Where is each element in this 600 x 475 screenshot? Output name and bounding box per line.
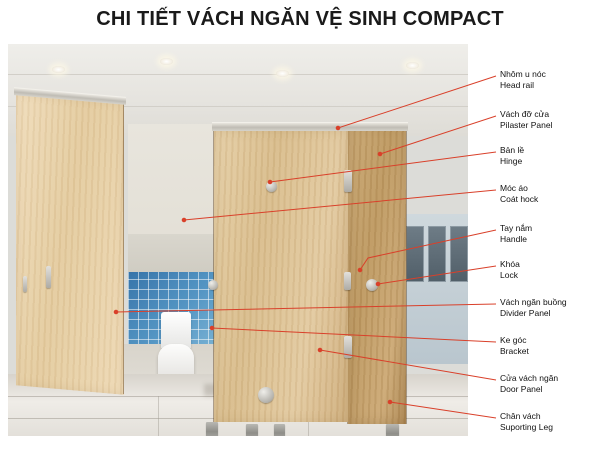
callout-coat-hook	[500, 183, 538, 204]
callout-label-en: Lock	[500, 269, 518, 280]
supporting-leg	[206, 422, 218, 436]
callout-label-vn: Nhôm u nóc	[500, 69, 546, 79]
hinge-upper	[344, 170, 352, 192]
callout-label-en: Head rail	[500, 79, 535, 90]
page-title: CHI TIẾT VÁCH NGĂN VỆ SINH COMPACT	[96, 8, 504, 30]
floor-grout-line	[158, 396, 159, 436]
callout-label-vn: Móc áo	[500, 183, 528, 193]
callout-handle	[500, 223, 532, 244]
supporting-leg	[246, 424, 258, 436]
supporting-leg	[386, 424, 399, 436]
callout-lock	[500, 259, 520, 280]
bracket-indicator	[208, 280, 218, 290]
callout-supporting-leg	[500, 411, 553, 432]
callout-divider-panel	[500, 297, 567, 318]
callout-head-rail	[500, 69, 546, 90]
ceiling-light	[406, 62, 419, 69]
handle	[344, 272, 351, 290]
left-divider-panel	[16, 93, 124, 394]
callout-pilaster-panel	[500, 109, 552, 130]
panel-edge	[406, 124, 407, 424]
callout-label-en: Suporting Leg	[500, 421, 553, 432]
callout-hinge	[500, 145, 524, 166]
head-rail	[212, 122, 408, 131]
locker-slot	[450, 226, 468, 282]
callout-label-vn: Chân vách	[500, 411, 541, 421]
diagram-figure	[8, 44, 592, 468]
ceiling-light	[276, 70, 289, 77]
callout-label-vn: Tay nắm	[500, 223, 533, 233]
left-hinge	[23, 276, 27, 292]
callout-label-vn: Ke góc	[500, 335, 527, 345]
ceiling-seam	[8, 74, 468, 75]
lock	[366, 279, 378, 291]
callout-label-en: Coát hock	[500, 193, 539, 204]
panel-edge	[123, 102, 124, 394]
door-panel	[214, 130, 348, 422]
left-handle	[46, 266, 51, 288]
callout-label-vn: Khóa	[500, 259, 520, 269]
callout-label-vn: Cửa vách ngăn	[500, 373, 559, 383]
supporting-leg	[274, 424, 285, 436]
locker-slot	[428, 226, 446, 282]
callout-label-en: Handle	[500, 233, 527, 244]
restroom-photo	[8, 44, 468, 436]
callout-label-vn: Vách ngăn buồng	[500, 297, 567, 307]
ceiling-light	[160, 58, 173, 65]
coat-hook	[266, 181, 277, 192]
door-panel-marker	[258, 387, 274, 403]
callout-label-en: Pilaster Panel	[500, 119, 553, 130]
callout-bracket	[500, 335, 529, 356]
hinge-lower	[344, 336, 352, 358]
locker-slot	[406, 226, 424, 282]
callout-label-vn: Bản lề	[500, 145, 525, 155]
pilaster-panel	[348, 124, 406, 424]
callout-label-vn: Vách đỡ cửa	[500, 109, 550, 119]
callout-label-en: Hinge	[500, 155, 523, 166]
background-lockers	[400, 214, 468, 364]
callout-label-en: Bracket	[500, 345, 529, 356]
callout-label-en: Door Panel	[500, 383, 543, 394]
ceiling-light	[52, 66, 65, 73]
callout-label-en: Divider Panel	[500, 307, 551, 318]
callout-door-panel	[500, 373, 558, 394]
